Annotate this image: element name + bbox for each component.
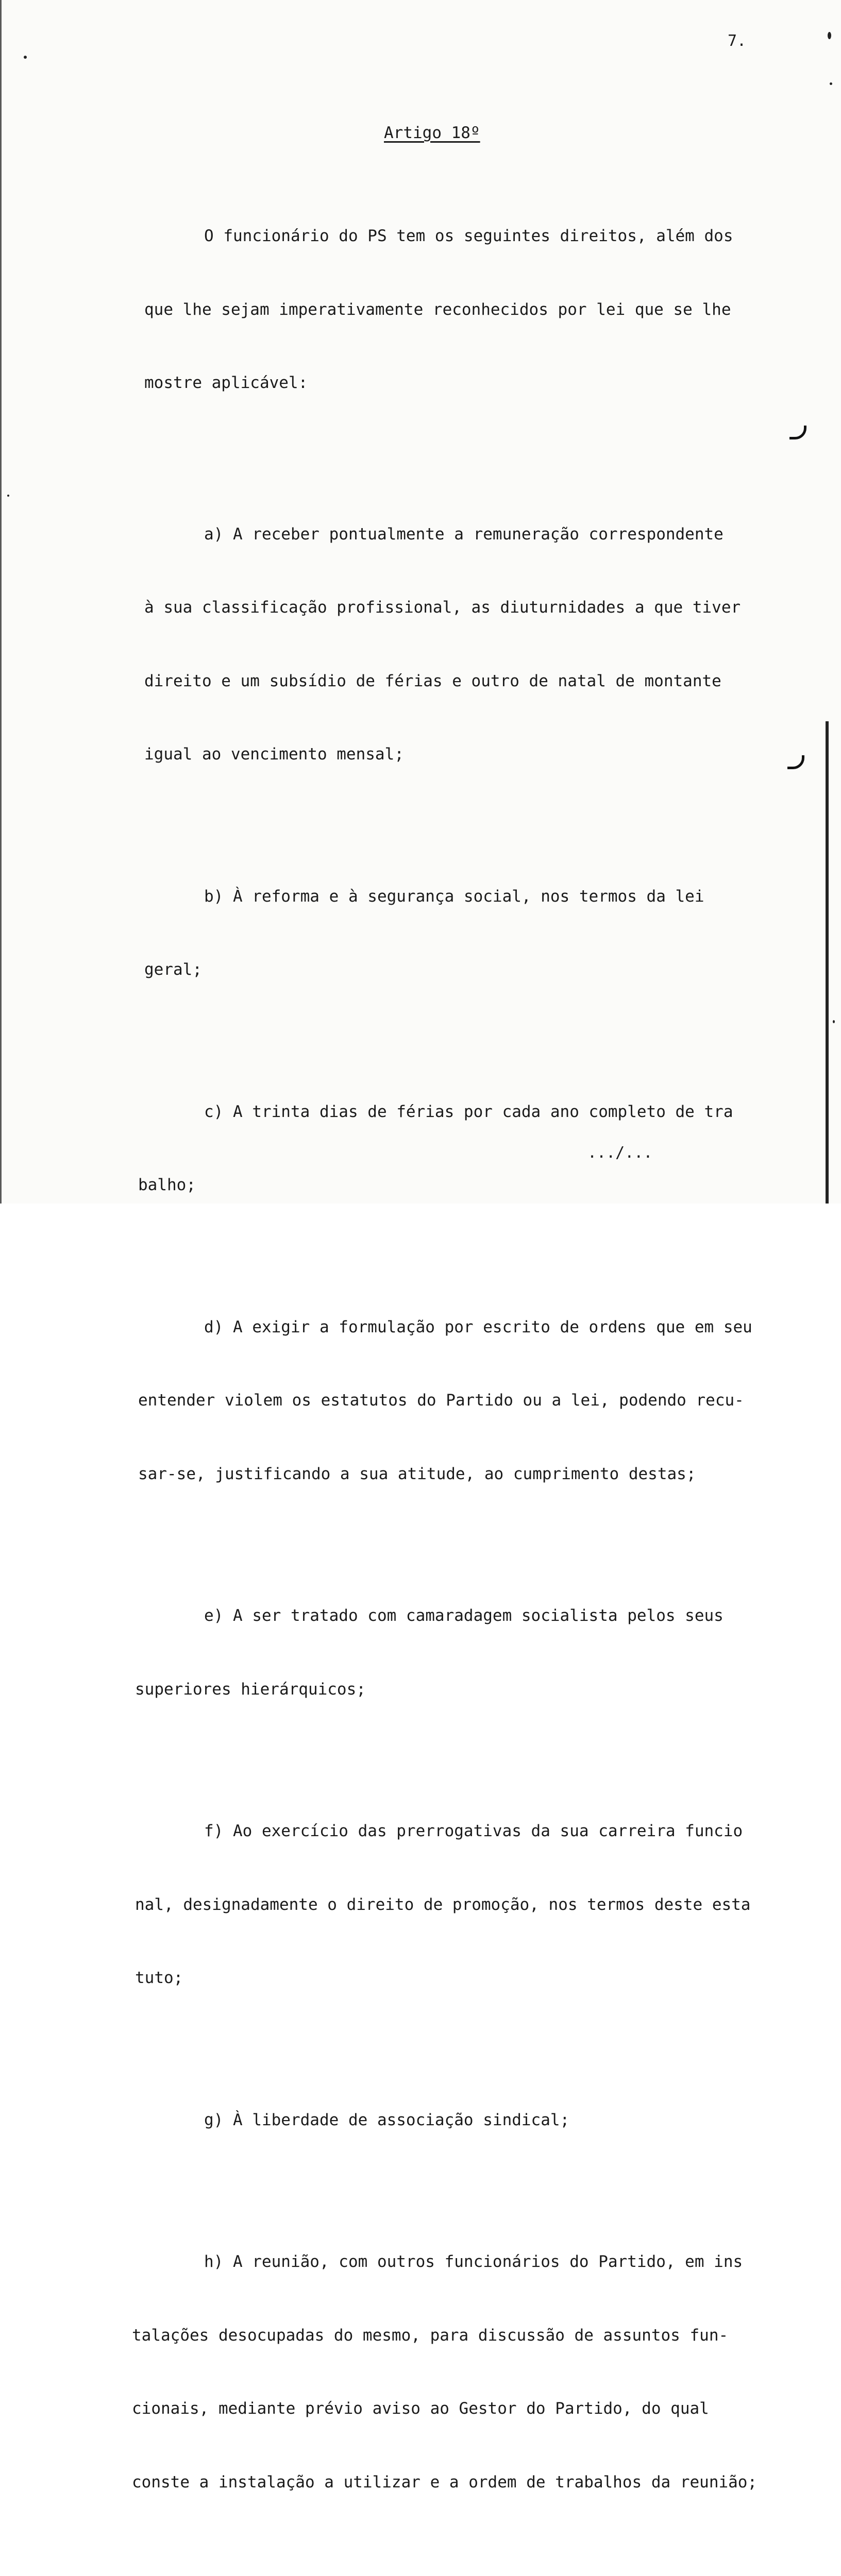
text-line: nal, designadamente o direito de promoção, nos termos deste esta: [135, 1895, 751, 1914]
text-line: g) À liberdade de associação sindical;: [204, 2110, 570, 2129]
list-item-h: [132, 2201, 793, 2544]
text-line: e) A ser tratado com camaradagem socialista pelos seus: [204, 1606, 724, 1625]
text-line: balho;: [138, 1176, 196, 1194]
text-line: superiores hierárquicos;: [135, 1680, 366, 1699]
text-line: que lhe sejam imperativamente reconhecidos por lei que se lhe: [144, 300, 731, 319]
text-line: sar-se, justificando a sua atitude, ao cumprimento destas;: [138, 1464, 696, 1483]
text-line: d) A exigir a formulação por escrito de ordens que em seu: [204, 1317, 752, 1336]
list-item-a: [138, 473, 793, 816]
scan-left-edge: [0, 0, 2, 1204]
text-line: mostre aplicável:: [144, 374, 308, 392]
scan-speck: [24, 56, 27, 59]
text-line: h) A reunião, com outros funcionários do Partido, em ins: [204, 2252, 743, 2271]
text-line: direito e um subsídio de férias e outro de natal de montante: [144, 671, 721, 690]
text-line: c) A trinta dias de férias por cada ano completo de tra: [204, 1102, 733, 1121]
scan-speck: [830, 82, 832, 85]
continuation-marker: .../...: [587, 1144, 653, 1162]
scan-speck: [833, 1020, 835, 1023]
text-line: a) A receber pontualmente a remuneração correspondente: [204, 524, 724, 544]
list-item-b: [138, 836, 793, 1031]
list-item-e: [135, 1555, 793, 1751]
intro-paragraph: [138, 175, 793, 445]
text-line: f) Ao exercício das prerrogativas da sua carreira funcio: [204, 1822, 743, 1840]
text-line: igual ao vencimento mensal;: [144, 745, 404, 764]
text-line: O funcionário do PS tem os seguintes direitos, além dos: [204, 227, 733, 245]
text-line: talações desocupadas do mesmo, para discussão de assuntos fun-: [132, 2326, 729, 2345]
list-item-g: [138, 2059, 793, 2182]
text-line: entender violem os estatutos do Partido ou a lei, podendo recu-: [138, 1391, 744, 1410]
list-item-f: [135, 1770, 793, 2040]
text-line: tuto;: [135, 1969, 183, 1987]
text-line: à sua classificação profissional, as diuturnidades a que tiver: [144, 598, 741, 617]
document-body: [132, 175, 793, 2576]
text-line: conste a instalação a utilizar e a ordem de trabalhos da reunião;: [132, 2472, 758, 2492]
article-title: Artigo 18º: [384, 124, 480, 142]
list-item-i: [138, 2563, 793, 2576]
text-line: b) À reforma e à segurança social, nos termos da lei: [204, 887, 704, 906]
scan-speck: [828, 32, 831, 39]
list-item-d: [138, 1266, 793, 1536]
text-line: cionais, mediante prévio aviso ao Gestor do Partido, do qual: [132, 2399, 709, 2418]
text-line: geral;: [144, 960, 202, 979]
page-number: 7.: [728, 32, 747, 50]
scan-speck: [7, 495, 9, 497]
list-item-c: [138, 1051, 793, 1247]
scan-right-edge: [826, 721, 829, 1204]
